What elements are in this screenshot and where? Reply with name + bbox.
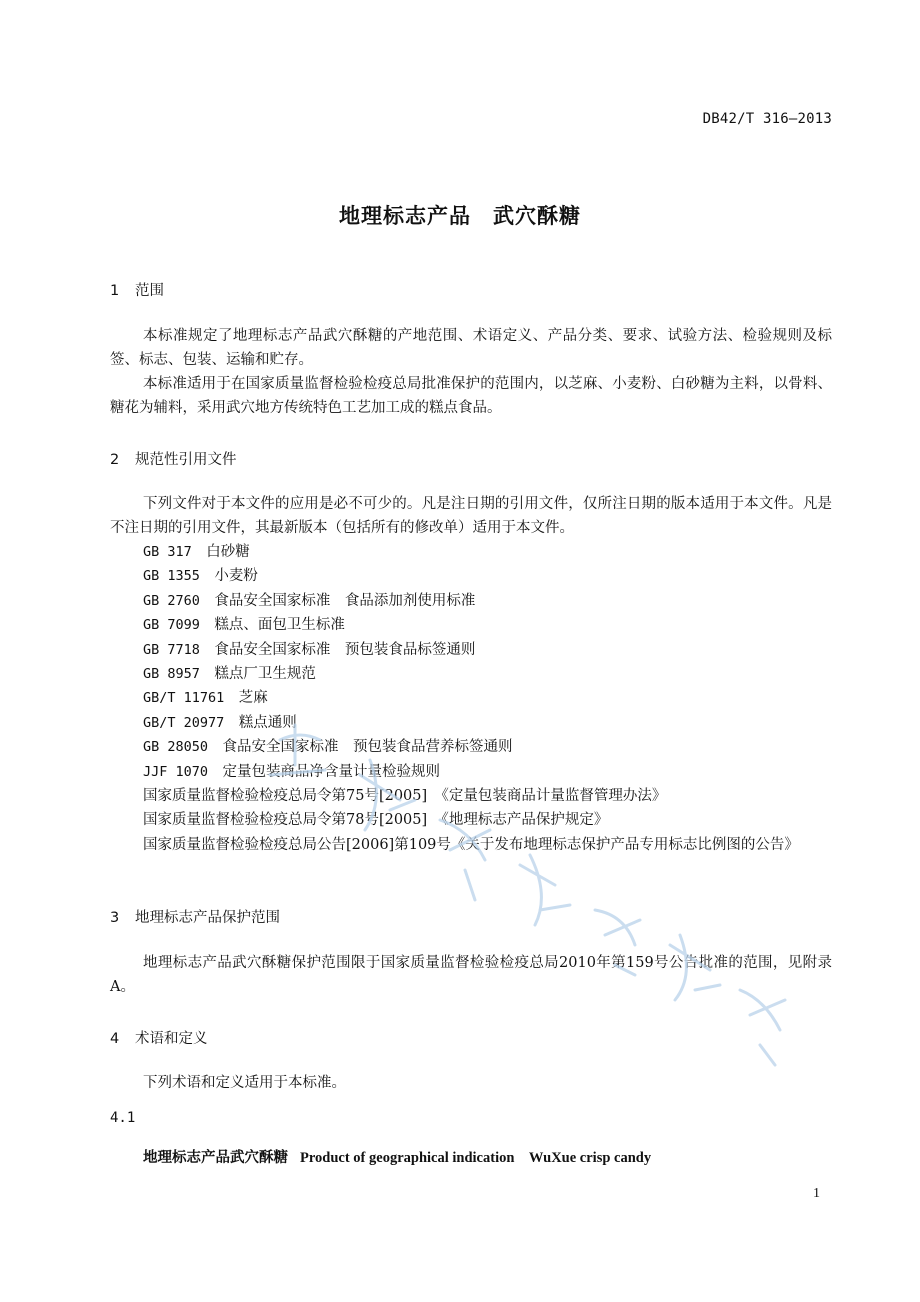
term-number: 4.1 (110, 1110, 136, 1126)
section-heading-scope (110, 279, 164, 300)
section-title: 范围 (135, 283, 164, 299)
list-item: GB 2760 食品安全国家标准 食品添加剂使用标准 (143, 592, 476, 609)
list-item: GB 7718 食品安全国家标准 预包装食品标签通则 (143, 641, 476, 658)
reference-list (110, 540, 832, 857)
term-english: Product of geographical indication WuXue crisp candy (300, 1150, 652, 1166)
protection-scope-paragraph: 地理标志产品武穴酥糖保护范围限于国家质量监督检验检疫总局2010年第159号公告批准的范围，见附录A。 (110, 955, 832, 995)
document-title: 地理标志产品 武穴酥糖 (339, 204, 581, 228)
list-item: GB 28050 食品安全国家标准 预包装食品营养标签通则 (143, 739, 513, 756)
terms-intro-paragraph: 下列术语和定义适用于本标准。 (143, 1075, 346, 1091)
section-title: 术语和定义 (135, 1031, 208, 1047)
standard-code: DB42/T 316—2013 (702, 111, 832, 127)
section-title: 规范性引用文件 (135, 452, 237, 468)
list-item: 国家质量监督检验检疫总局令第78号[2005] 《地理标志产品保护规定》 (143, 812, 609, 829)
list-item: GB 7099 糕点、面包卫生标准 (143, 617, 345, 634)
list-item: GB 317 白砂糖 (143, 544, 250, 560)
term-definition (143, 1146, 651, 1167)
page-number: 1 (813, 1186, 820, 1201)
list-item: 国家质量监督检验检疫总局公告[2006]第109号《关于发布地理标志保护产品专用标志比例图的公告》 (143, 836, 799, 853)
section-heading-terms (110, 1027, 208, 1048)
list-item: GB/T 20977 糕点通则 (143, 714, 297, 731)
term-chinese: 地理标志产品武穴酥糖 (143, 1149, 288, 1166)
list-item: JJF 1070 定量包装商品净含量计量检验规则 (143, 763, 441, 780)
scope-paragraph-1: 本标准规定了地理标志产品武穴酥糖的产地范围、术语定义、产品分类、要求、试验方法、检验规则及标签、标志、包装、运输和贮存。 (110, 328, 832, 368)
section-number: 2 (110, 452, 120, 468)
section-heading-protection-scope (110, 906, 280, 927)
section-number: 1 (110, 283, 120, 299)
section-title: 地理标志产品保护范围 (135, 910, 280, 926)
list-item: GB/T 11761 芝麻 (143, 690, 268, 707)
section-number: 3 (110, 910, 120, 926)
list-item: GB 8957 糕点厂卫生规范 (143, 666, 316, 683)
list-item: 国家质量监督检验检疫总局令第75号[2005] 《定量包装商品计量监督管理办法》 (143, 788, 667, 805)
list-item: GB 1355 小麦粉 (143, 568, 258, 585)
scope-paragraph-2: 本标准适用于在国家质量监督检验检疫总局批准保护的范围内，以芝麻、小麦粉、白砂糖为主料，以骨料、糖花为辅料，采用武穴地方传统特色工艺加工成的糕点食品。 (110, 376, 832, 416)
section-number: 4 (110, 1031, 120, 1047)
references-intro-paragraph: 下列文件对于本文件的应用是必不可少的。凡是注日期的引用文件，仅所注日期的版本适用于本文件。凡是不注日期的引用文件，其最新版本（包括所有的修改单）适用于本文件。 (110, 496, 832, 536)
section-heading-normative-references (110, 448, 237, 469)
